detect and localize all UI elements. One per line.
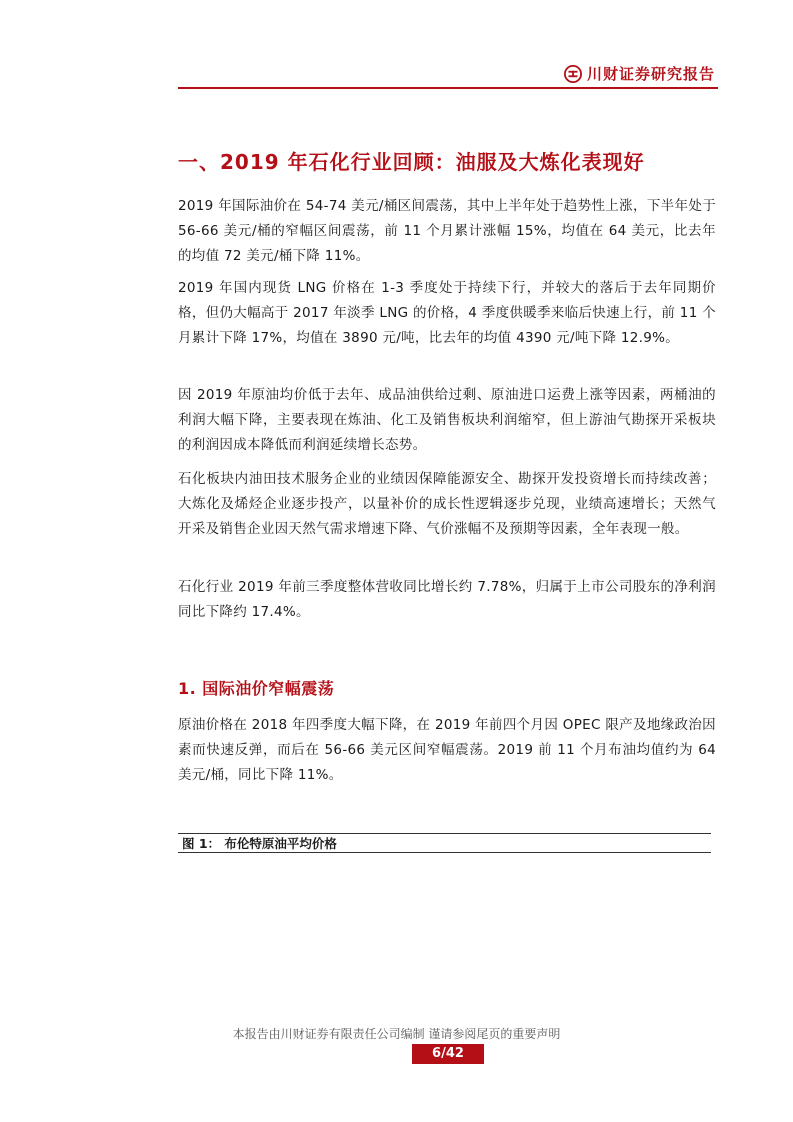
paragraph-oil-price: 2019 年国际油价在 54-74 美元/桶区间震荡，其中上半年处于趋势性上涨，下半年处于 56-66 美元/桶的窄幅区间震荡，前 11 个月累计涨幅 15%，均值在 64 美元，比去年的均值 72 美元/桶下降 11%。	[178, 198, 716, 264]
paragraph-sector-performance: 石化板块内油田技术服务企业的业绩因保障能源安全、勘探开发投资增长而持续改善；大炼化及烯烃企业逐步投产，以量补价的成长性逻辑逐步兑现，业绩高速增长；天然气开采及销售企业因天然气需求增速下降、气价涨幅不及预期等因素，全年表现一般。	[178, 471, 716, 537]
chuancai-logo-icon	[564, 65, 582, 83]
section-title: 一、2019 年石化行业回顾：油服及大炼化表现好	[178, 150, 645, 174]
paragraph-lng-price: 2019 年国内现货 LNG 价格在 1-3 季度处于持续下行，并较大的落后于去年同期价格，但仍大幅高于 2017 年淡季 LNG 的价格，4 季度供暖季来临后快速上行，前 11 个月累计下降 17%，均值在 3890 元/吨，比去年的均值 4390 元/吨下降 12.9%。	[178, 280, 716, 346]
paragraph-profit: 因 2019 年原油均价低于去年、成品油供给过剩、原油进口运费上涨等因素，两桶油的利润大幅下降，主要表现在炼油、化工及销售板块利润缩窄，但上游油气勘探开采板块的利润因成本降低而利润延续增长态势。	[178, 387, 716, 453]
paragraph-revenue-summary: 石化行业 2019 年前三季度整体营收同比增长约 7.78%，归属于上市公司股东的净利润同比下降约 17.4%。	[178, 579, 716, 620]
page-number: 6/42	[412, 1044, 484, 1064]
header-divider	[178, 87, 718, 89]
header-brand	[564, 63, 715, 84]
subsection-title: 1. 国际油价窄幅震荡	[178, 679, 335, 698]
paragraph-crude-oil: 原油价格在 2018 年四季度大幅下降，在 2019 年前四个月因 OPEC 限产及地缘政治因素而快速反弹，而后在 56-66 美元区间窄幅震荡。2019 前 11 个月布油均值约为 64 美元/桶，同比下降 11%。	[178, 717, 716, 783]
footer-disclaimer: 本报告由川财证券有限责任公司编制 谨请参阅尾页的重要声明	[232, 1027, 561, 1041]
figure-caption: 图 1： 布伦特原油平均价格	[178, 833, 711, 853]
brand-name: 川财证券研究报告	[586, 65, 715, 83]
